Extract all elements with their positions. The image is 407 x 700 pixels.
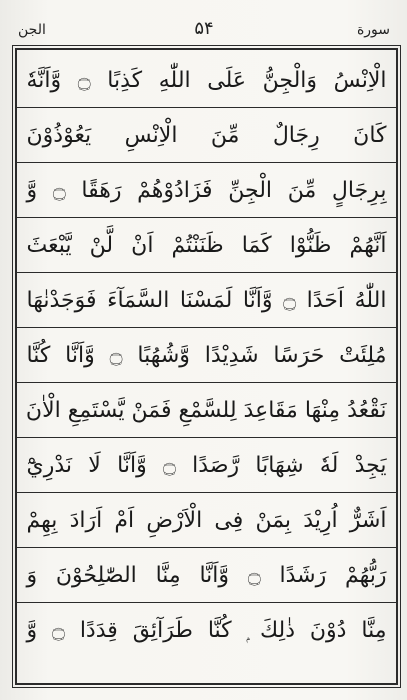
line-text: نَقْعُدُ مِنْهَا مَقَاعِدَ لِلسَّمْعِ فَمَنْ يَّسْتَمِعِ الْاٰنَ [25,397,387,423]
text-frame [15,48,398,685]
chapter-name: الجن [18,22,46,38]
line-text: رَبُّهُمْ رَشَدًا ۝ وَّاَنَّا مِنَّا الصّٰلِحُوْنَ وَ [26,562,387,588]
text-line [17,53,396,108]
line-text: مُلِئَتْ حَرَسًا شَدِيْدًا وَّشُهُبًا ۝ وَّاَنَّا كُنَّا [26,342,387,368]
page-number: ۵۴ [194,18,214,39]
text-line [17,218,396,273]
line-text: اَنَّهُمْ ظَنُّوْا كَمَا ظَنَنْتُمْ اَنْ لَّنْ يَّبْعَثَ [26,232,387,258]
surah-label: سورة [356,22,390,38]
text-line [17,603,396,658]
text-line [17,493,396,548]
line-text: الْاِنْسُ وَالْجِنُّ عَلَى اللّٰهِ كَذِبًا ۝ وَّاَنَّهٗ [26,67,387,93]
text-line [17,163,396,218]
line-text: بِرِجَالٍ مِّنَ الْجِنِّ فَزَادُوْهُمْ رَهَقًا ۝ وَّ [26,177,387,203]
line-text: اللّٰهُ اَحَدًا ۝ وَّاَنَّا لَمَسْنَا السَّمَآءَ فَوَجَدْنٰهَا [26,287,387,313]
line-text: اَشَرٌّ اُرِيْدَ بِمَنْ فِى الْاَرْضِ اَمْ اَرَادَ بِهِمْ [26,507,387,533]
line-text: يَجِدْ لَهٗ شِهَابًا رَّصَدًا ۝ وَّاَنَّا لَا نَدْرِيْٓ [26,452,387,478]
text-line [17,438,396,493]
text-line [17,108,396,163]
text-line [17,383,396,438]
line-text: مِنَّا دُوْنَ ذٰلِكَ ۭ كُنَّا طَرَآئِقَ قِدَدًا ۝ وَّ [26,618,387,643]
text-line [17,273,396,328]
text-line [17,328,396,383]
line-text: كَانَ رِجَالٌ مِّنَ الْاِنْسِ يَعُوْذُوْنَ [26,122,387,148]
text-line [17,548,396,603]
page-header [10,18,398,44]
